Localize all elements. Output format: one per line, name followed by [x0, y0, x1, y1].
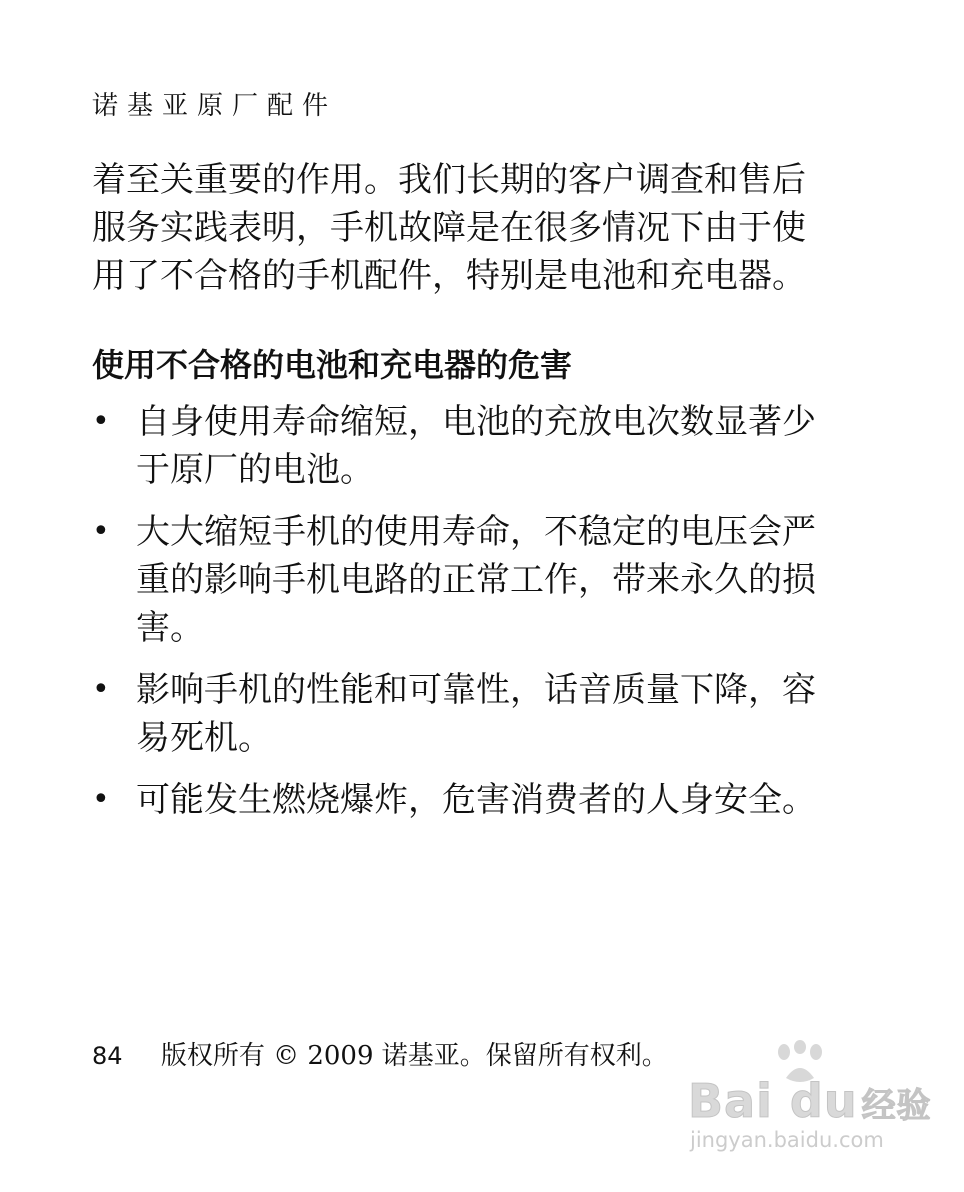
intro-paragraph: 着至关重要的作用。我们长期的客户调查和售后服务实践表明，手机故障是在很多情况下由于使用了不合格的手机配件，特别是电池和充电器。: [92, 160, 806, 296]
list-item-text: 可能发生燃烧爆炸，危害消费者的人身安全。: [136, 780, 816, 820]
list-item: [92, 776, 832, 824]
watermark-logo-text: Bai du: [688, 1074, 858, 1128]
list-item-text: 影响手机的性能和可靠性，话音质量下降，容易死机。: [136, 670, 816, 758]
bullet-icon: •: [92, 782, 110, 817]
bullet-icon: •: [92, 514, 110, 549]
section-heading: 使用不合格的电池和充电器的危害: [92, 346, 573, 384]
copyright-text: 版权所有 © 2009 诺基亚。保留所有权利。: [160, 1041, 668, 1071]
list-item-text: 大大缩短手机的使用寿命，不稳定的电压会严重的影响手机电路的正常工作，带来永久的损害。: [136, 512, 816, 648]
page-number: 84: [92, 1042, 123, 1070]
section-header: 诺基亚原厂配件: [92, 91, 338, 121]
list-item: [92, 666, 832, 762]
baidu-watermark: [684, 1040, 932, 1160]
list-item-text: 自身使用寿命缩短，电池的充放电次数显著少于原厂的电池。: [136, 402, 816, 490]
watermark-logo: [688, 1074, 932, 1128]
list-item: [92, 508, 832, 652]
bullet-icon: •: [92, 672, 110, 707]
bullet-icon: •: [92, 404, 110, 439]
list-item: [92, 398, 832, 494]
page-footer: [92, 1036, 668, 1076]
watermark-logo-cn: 经验: [861, 1086, 932, 1126]
hazard-list: [92, 398, 832, 838]
watermark-url: jingyan.baidu.com: [690, 1128, 884, 1152]
